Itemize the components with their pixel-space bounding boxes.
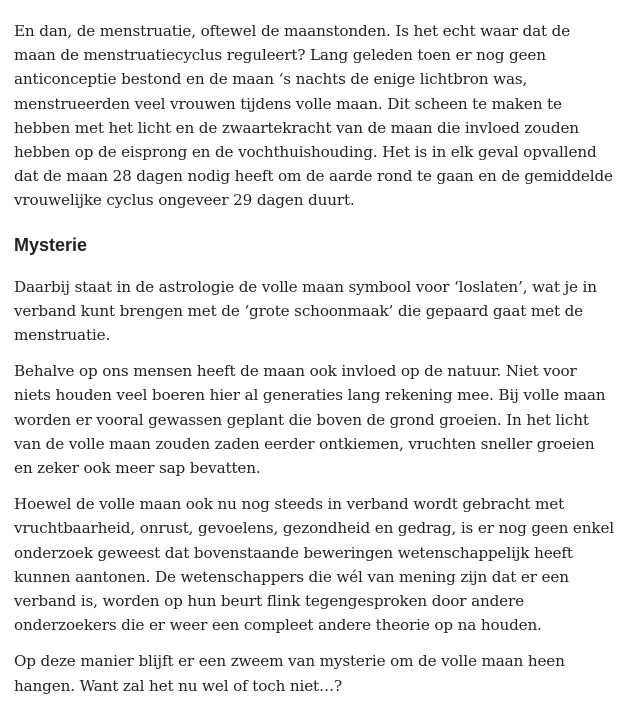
paragraph-astrology: Daarbij staat in de astrologie de volle maan symbool voor ‘loslaten’, wat je in verband kunt brengen met de ‘grote schoonmaak’ die gepaard gaat met de menstruatie. (14, 277, 597, 345)
paragraph-science: Hoewel de volle maan ook nu nog steeds in verband wordt gebracht met vruchtbaarheid, onrust, gevoelens, gezondheid en gedrag, is er nog geen enkel onderzoek geweest dat bovenstaande beweringen wetenschappelijk heeft kunnen aantonen. De wetenschappers die wél van mening zijn dat er een verband is, worden op hun beurt flink tegengesproken door andere onderzoekers die er weer een compleet andere theorie op na houden. (14, 495, 614, 635)
section-heading-mysterie: Mysterie (14, 234, 88, 255)
paragraph-conclusion: Op deze manier blijft er een zweem van mysterie om de volle maan heen hangen. Want zal het nu wel of toch niet…? (14, 652, 565, 695)
paragraph-menstruation: En dan, de menstruatie, oftewel de maanstonden. Is het echt waar dat de maan de menstruatiecyclus reguleert? Lang geleden toen er nog geen anticonceptie bestond en de maan ‘s nachts de enige lichtbron was, menstrueerden veel vrouwen tijdens volle maan. Dit scheen te maken te hebben met het licht en de zwaartekracht van de maan die invloed zouden hebben op de eisprong en de vochthuishouding. Het is in elk geval opvallend dat de maan 28 dagen nodig heeft om de aarde rond te gaan en de gemiddelde vrouwelijke cyclus ongeveer 29 dagen duurt. (14, 22, 613, 210)
paragraph-nature: Behalve op ons mensen heeft de maan ook invloed op de natuur. Niet voor niets houden veel boeren hier al generaties lang rekening mee. Bij volle maan worden er vooral gewassen geplant die boven de grond groeien. In het licht van de volle maan zouden zaden eerder ontkiemen, vruchten sneller groeien en zeker ook meer sap bevatten. (14, 362, 606, 478)
article-body (14, 19, 616, 710)
